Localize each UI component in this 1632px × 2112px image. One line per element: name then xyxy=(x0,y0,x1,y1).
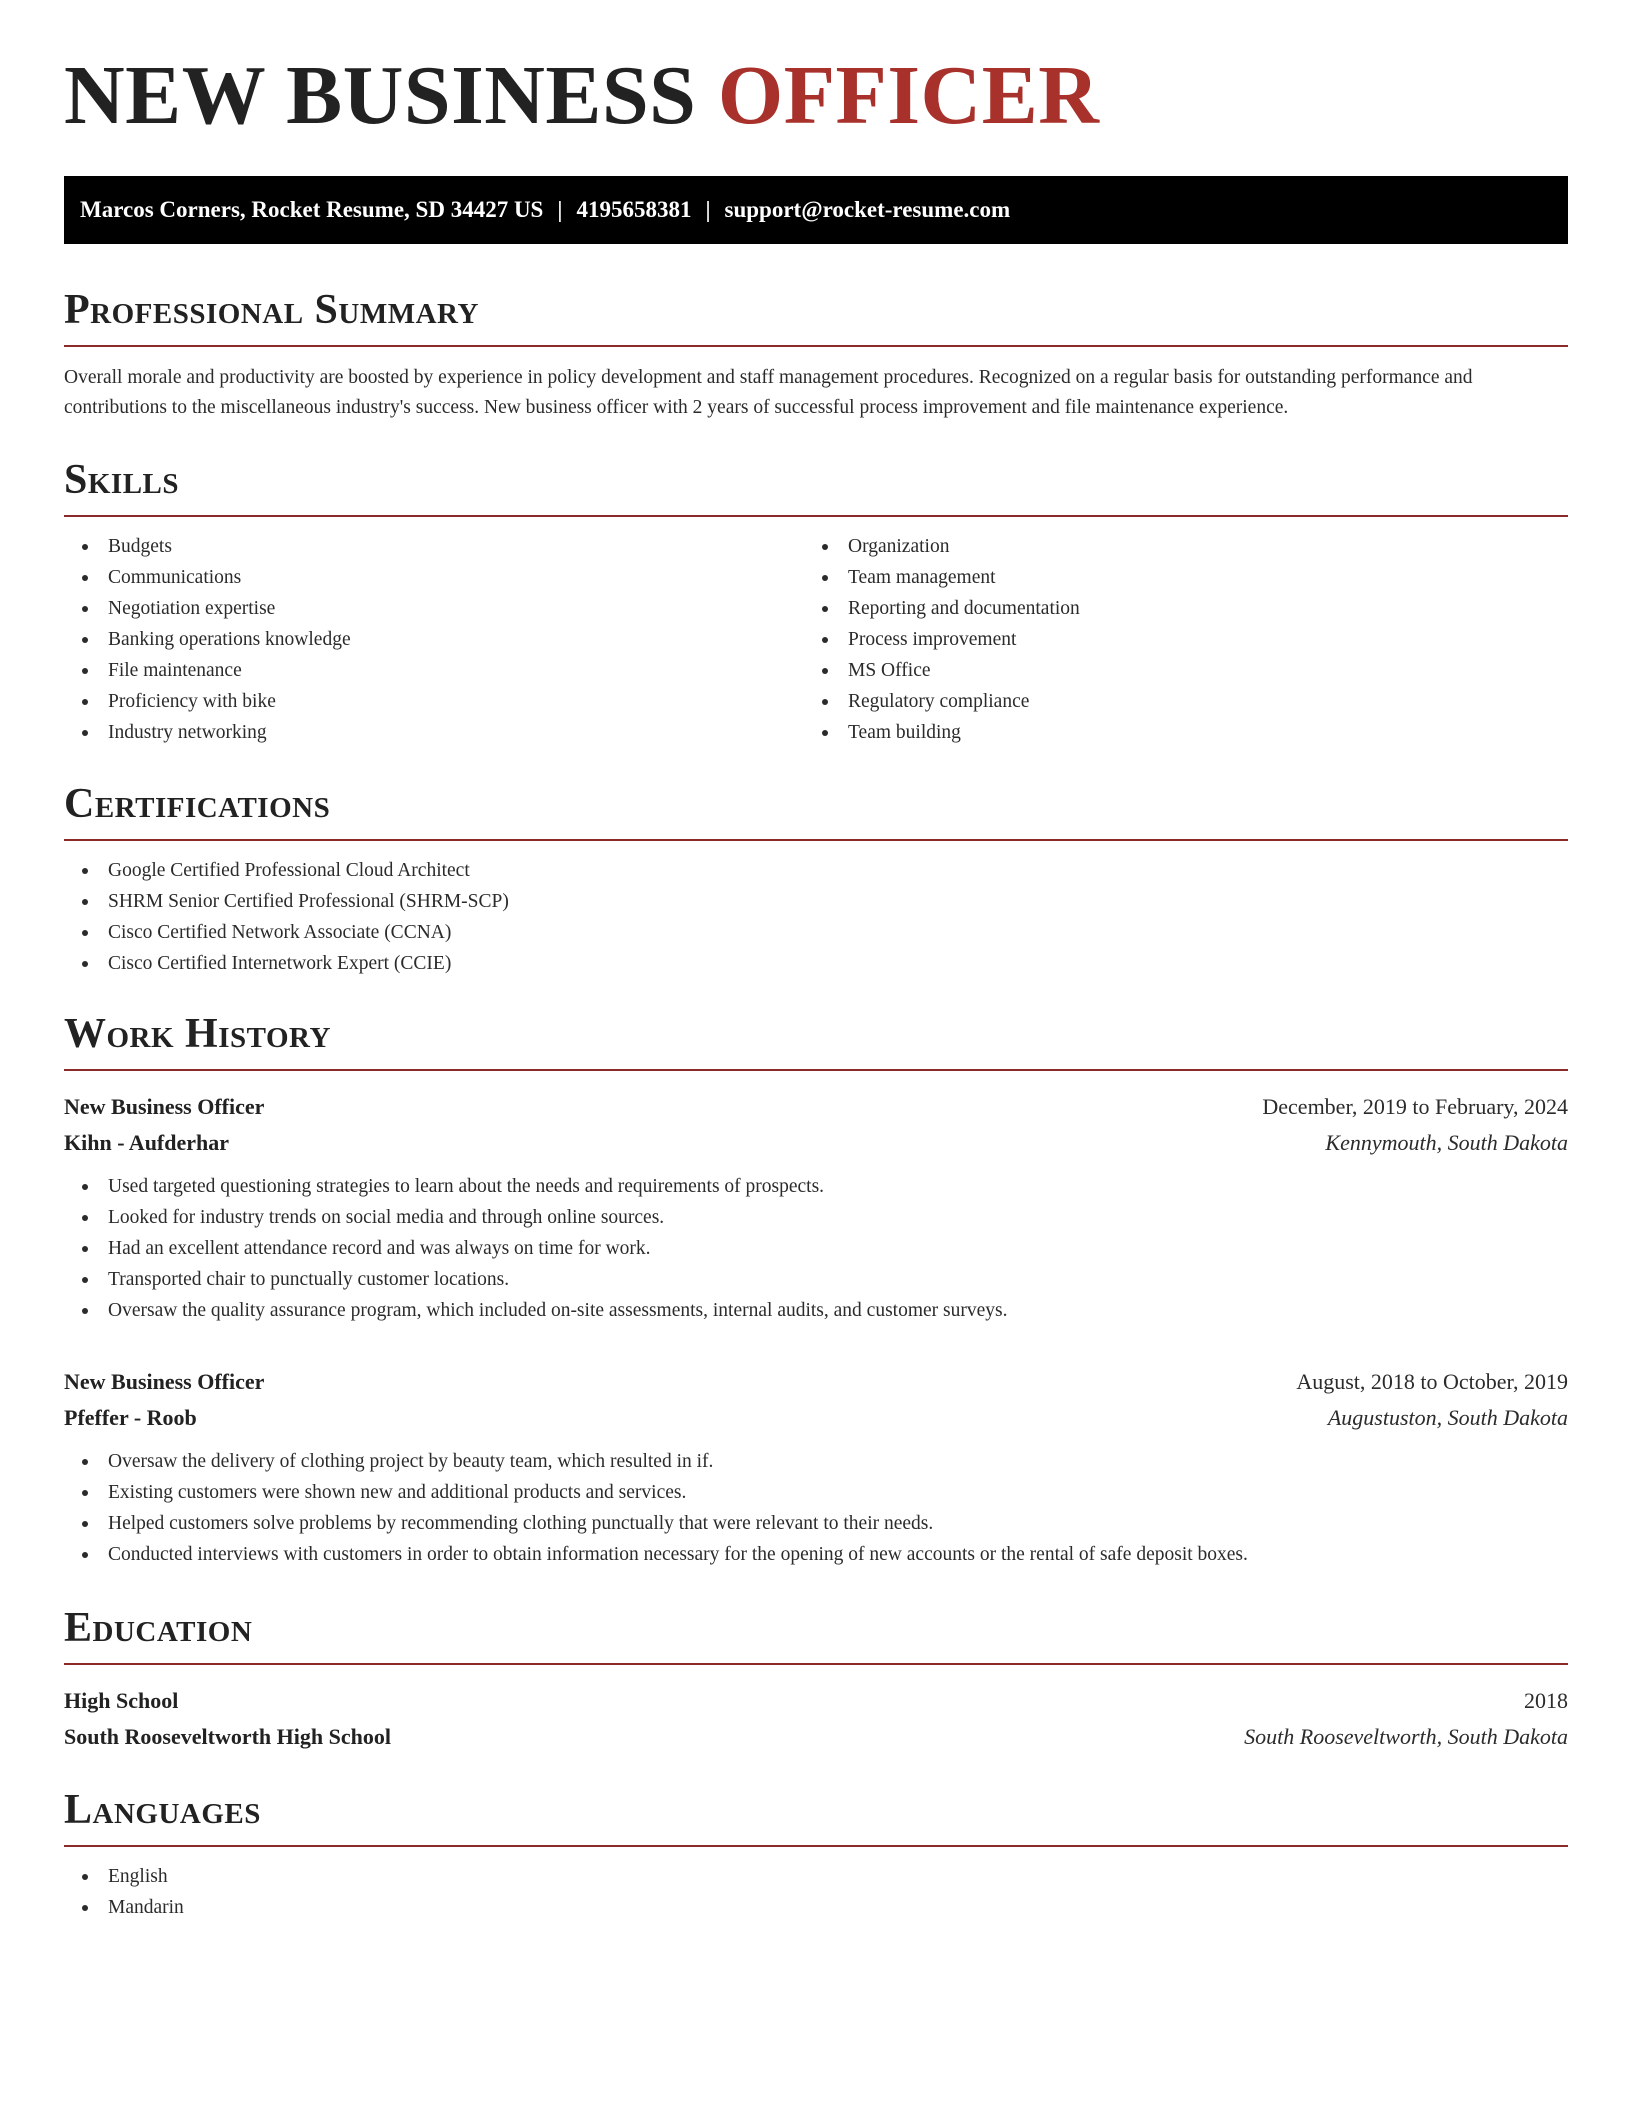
job-entry xyxy=(64,1089,1568,1326)
education-location: South Rooseveltworth, South Dakota xyxy=(1244,1724,1568,1749)
job-bullets xyxy=(64,1446,1568,1570)
certifications-section xyxy=(64,783,1568,979)
languages-list xyxy=(64,1861,1568,1923)
skill-item: Industry networking xyxy=(64,717,804,748)
skill-item: Banking operations knowledge xyxy=(64,624,804,655)
skill-item: Process improvement xyxy=(804,624,1544,655)
education-subheader xyxy=(64,1719,1568,1755)
contact-separator: | xyxy=(557,197,563,222)
certification-item: Google Certified Professional Cloud Architect xyxy=(64,855,1568,886)
section-heading: Work History xyxy=(64,1011,331,1057)
skill-item: Communications xyxy=(64,562,804,593)
job-subheader xyxy=(64,1125,1568,1161)
skill-item: Regulatory compliance xyxy=(804,686,1544,717)
contact-bar xyxy=(64,176,1568,244)
job-bullet: Looked for industry trends on social media and through online sources. xyxy=(64,1202,1568,1233)
contact-email: support@rocket-resume.com xyxy=(724,197,1011,222)
section-divider xyxy=(64,1663,1568,1665)
job-bullet: Oversaw the delivery of clothing project by beauty team, which resulted in if. xyxy=(64,1446,1568,1477)
languages-section xyxy=(64,1789,1568,1923)
skills-list-right xyxy=(804,531,1544,748)
job-bullet: Oversaw the quality assurance program, which included on-site assessments, internal audits, and customer surveys. xyxy=(64,1295,1568,1326)
job-entry xyxy=(64,1364,1568,1570)
work-history-section xyxy=(64,1013,1568,1570)
certification-item: Cisco Certified Internetwork Expert (CCIE) xyxy=(64,948,1568,979)
contact-address: Marcos Corners, Rocket Resume, SD 34427 US xyxy=(80,197,544,222)
skill-item: Reporting and documentation xyxy=(804,593,1544,624)
skills-section xyxy=(64,459,1568,748)
job-subheader xyxy=(64,1400,1568,1436)
job-header xyxy=(64,1364,1568,1400)
job-bullets xyxy=(64,1171,1568,1326)
contact-phone: 4195658381 xyxy=(576,197,692,222)
job-location: Augustuston, South Dakota xyxy=(1327,1405,1568,1430)
job-dates: December, 2019 to February, 2024 xyxy=(1262,1094,1568,1119)
section-heading: Education xyxy=(64,1605,253,1651)
job-bullet: Conducted interviews with customers in order to obtain information necessary for the opening of new accounts or the rental of safe deposit boxes. xyxy=(64,1539,1568,1570)
section-divider xyxy=(64,345,1568,347)
job-bullet: Existing customers were shown new and additional products and services. xyxy=(64,1477,1568,1508)
section-divider xyxy=(64,1845,1568,1847)
skill-item: Budgets xyxy=(64,531,804,562)
job-header xyxy=(64,1089,1568,1125)
skill-item: Proficiency with bike xyxy=(64,686,804,717)
job-title: New Business Officer xyxy=(64,1369,265,1394)
skill-item: MS Office xyxy=(804,655,1544,686)
skill-item: Team building xyxy=(804,717,1544,748)
job-dates: August, 2018 to October, 2019 xyxy=(1296,1369,1568,1394)
section-heading: Professional Summary xyxy=(64,287,479,333)
job-bullet: Had an excellent attendance record and was always on time for work. xyxy=(64,1233,1568,1264)
job-company: Pfeffer - Roob xyxy=(64,1405,197,1430)
section-divider xyxy=(64,839,1568,841)
education-section xyxy=(64,1607,1568,1755)
certification-item: SHRM Senior Certified Professional (SHRM-SCP) xyxy=(64,886,1568,917)
skill-item: Team management xyxy=(804,562,1544,593)
education-school: South Rooseveltworth High School xyxy=(64,1724,391,1749)
section-heading: Languages xyxy=(64,1787,261,1833)
skill-item: Negotiation expertise xyxy=(64,593,804,624)
education-year: 2018 xyxy=(1524,1688,1568,1713)
resume-title xyxy=(64,49,1100,142)
education-header xyxy=(64,1683,1568,1719)
section-heading: Skills xyxy=(64,457,180,503)
job-bullet: Transported chair to punctually customer locations. xyxy=(64,1264,1568,1295)
job-title: New Business Officer xyxy=(64,1094,265,1119)
education-degree: High School xyxy=(64,1688,179,1713)
title-accent: OFFICER xyxy=(717,49,1100,142)
job-company: Kihn - Aufderhar xyxy=(64,1130,230,1155)
title-primary: NEW BUSINESS xyxy=(64,49,697,142)
job-bullet: Used targeted questioning strategies to learn about the needs and requirements of prospects. xyxy=(64,1171,1568,1202)
summary-section xyxy=(64,289,1568,423)
skills-columns xyxy=(64,531,1568,748)
education-entry xyxy=(64,1683,1568,1755)
job-bullet: Helped customers solve problems by recommending clothing punctually that were relevant to their needs. xyxy=(64,1508,1568,1539)
certification-item: Cisco Certified Network Associate (CCNA) xyxy=(64,917,1568,948)
language-item: English xyxy=(64,1861,1568,1892)
skill-item: Organization xyxy=(804,531,1544,562)
language-item: Mandarin xyxy=(64,1892,1568,1923)
section-divider xyxy=(64,1069,1568,1071)
skills-list-left xyxy=(64,531,804,748)
section-heading: Certifications xyxy=(64,781,331,827)
skill-item: File maintenance xyxy=(64,655,804,686)
section-divider xyxy=(64,515,1568,517)
summary-text: Overall morale and productivity are boosted by experience in policy development and staff management procedures. Recognized on a regular basis for outstanding performance and contributions to the miscellaneous industry's success. New business officer with 2 years of successful process improvement and file maintenance experience. xyxy=(64,367,1473,418)
contact-separator: | xyxy=(705,197,711,222)
certifications-list xyxy=(64,855,1568,979)
job-location: Kennymouth, South Dakota xyxy=(1325,1130,1568,1155)
